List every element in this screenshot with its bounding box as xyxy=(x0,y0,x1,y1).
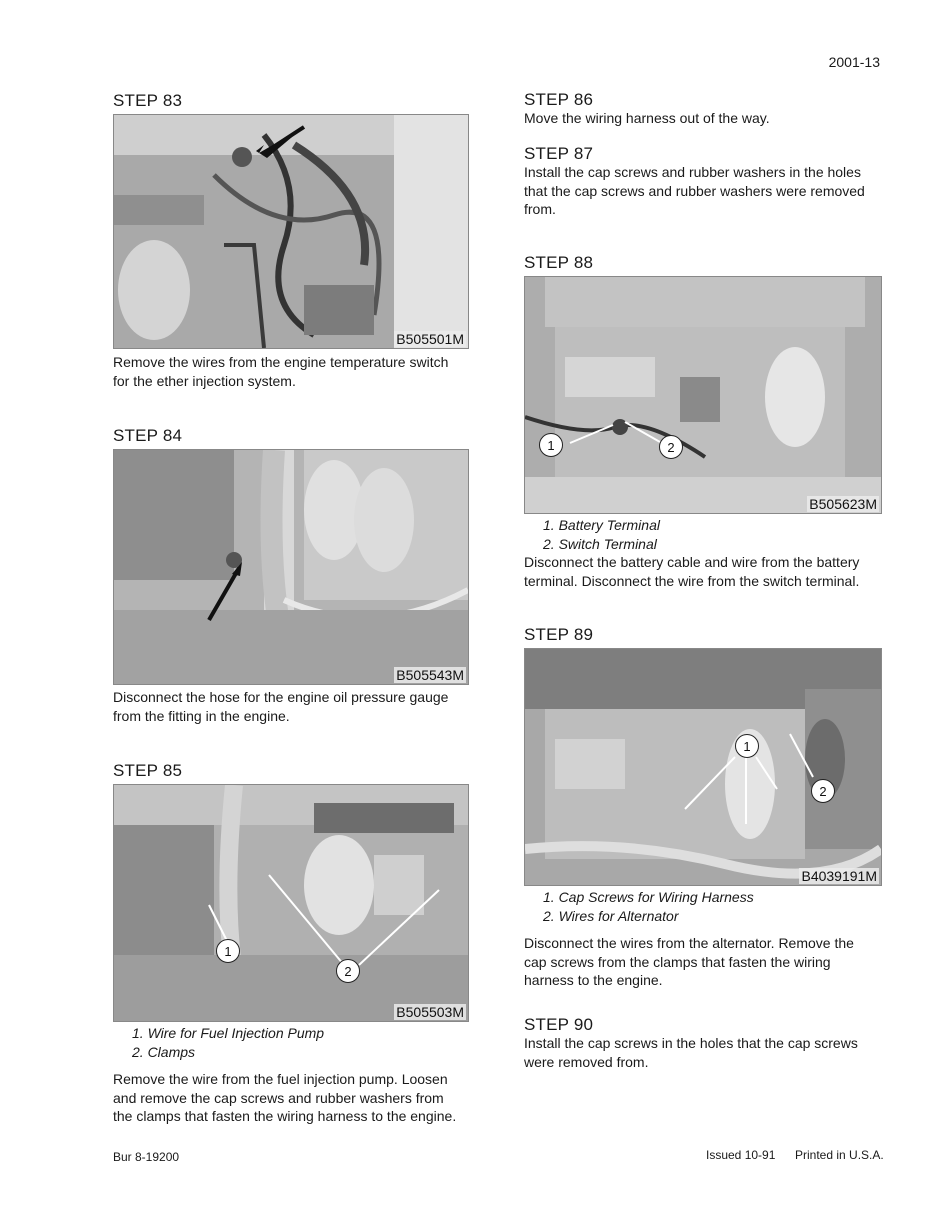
step-86-title: STEP 86 xyxy=(524,90,594,109)
step-89-title: STEP 89 xyxy=(524,625,594,644)
legend-item: 1. Battery Terminal xyxy=(543,517,660,533)
photo-id: B505501M xyxy=(396,331,464,347)
text-line: from. xyxy=(524,201,556,217)
text-line: terminal. Disconnect the wire from the switch terminal. xyxy=(524,572,860,589)
text-line: Disconnect the battery cable and wire from the battery xyxy=(524,554,860,570)
step-90-text xyxy=(524,1034,894,1071)
photo-id: B505503M xyxy=(396,1004,464,1020)
text-line: and remove the cap screws and rubber washers from xyxy=(113,1089,444,1106)
step-89-photo xyxy=(524,648,882,886)
step-83-title: STEP 83 xyxy=(113,91,183,110)
callout-1: 1 xyxy=(539,433,563,457)
photo-id: B505623M xyxy=(809,496,877,512)
legend-item: 1. Wire for Fuel Injection Pump xyxy=(132,1025,325,1041)
step-88-text xyxy=(524,553,894,590)
text-line: from the fitting in the engine. xyxy=(113,707,290,724)
callout-2: 2 xyxy=(336,959,360,983)
text-line: Disconnect the wires from the alternator. Remove the xyxy=(524,935,854,951)
callout-2: 2 xyxy=(811,779,835,803)
photo-id: B505543M xyxy=(396,667,464,683)
step-87-title: STEP 87 xyxy=(524,144,594,163)
step-87-text xyxy=(524,163,889,219)
page-number: 2001-13 xyxy=(828,54,880,70)
legend-item: 2. Switch Terminal xyxy=(543,535,657,552)
step-84-text xyxy=(113,688,478,725)
text-line: Remove the wire from the fuel injection pump. Loosen xyxy=(113,1071,448,1087)
engine-photo-image xyxy=(525,649,881,885)
footer-printed: Printed in U.S.A. xyxy=(795,1148,884,1162)
text-line: Remove the wires from the engine temperature switch xyxy=(113,354,449,370)
callout-2: 2 xyxy=(659,435,683,459)
step-85-title: STEP 85 xyxy=(113,761,183,780)
legend-item: 2. Clamps xyxy=(132,1043,196,1060)
step-88-photo xyxy=(524,276,882,514)
step-88-legend xyxy=(543,516,660,553)
text-line: for the ether injection system. xyxy=(113,372,296,389)
text-line: the clamps that fasten the wiring harness to the engine. xyxy=(113,1108,457,1124)
text-line: that the cap screws and rubber washers were removed xyxy=(524,182,865,199)
text-line: Install the cap screws and rubber washers in the holes xyxy=(524,164,861,180)
text-line: harness to the engine. xyxy=(524,972,663,988)
step-83-photo xyxy=(113,114,469,349)
text-line: were removed from. xyxy=(524,1053,649,1070)
engine-photo-image xyxy=(114,785,468,1021)
engine-photo-image xyxy=(114,450,468,684)
step-86-text xyxy=(524,109,889,128)
text-line: Move the wiring harness out of the way. xyxy=(524,110,770,126)
step-85-photo xyxy=(113,784,469,1022)
footer-document-id: Bur 8-19200 xyxy=(113,1150,180,1164)
text-line: Disconnect the hose for the engine oil pressure gauge xyxy=(113,689,449,705)
step-89-legend xyxy=(543,888,754,925)
step-85-text xyxy=(113,1070,478,1126)
engine-photo-image xyxy=(114,115,468,348)
legend-item: 2. Wires for Alternator xyxy=(543,907,679,924)
text-line: Install the cap screws in the holes that the cap screws xyxy=(524,1035,858,1051)
callout-1: 1 xyxy=(735,734,759,758)
footer-issued: Issued 10-91 xyxy=(706,1148,776,1162)
step-89-text xyxy=(524,934,894,990)
engine-photo-image xyxy=(525,277,881,513)
step-85-legend xyxy=(132,1024,324,1061)
text-line: cap screws from the clamps that fasten the wiring xyxy=(524,953,831,970)
legend-item: 1. Cap Screws for Wiring Harness xyxy=(543,889,754,905)
callout-1: 1 xyxy=(216,939,240,963)
photo-id: B4039191M xyxy=(801,868,877,884)
step-90-title: STEP 90 xyxy=(524,1015,594,1034)
step-88-title: STEP 88 xyxy=(524,253,594,272)
step-83-text xyxy=(113,353,473,390)
step-84-title: STEP 84 xyxy=(113,426,183,445)
step-84-photo xyxy=(113,449,469,685)
